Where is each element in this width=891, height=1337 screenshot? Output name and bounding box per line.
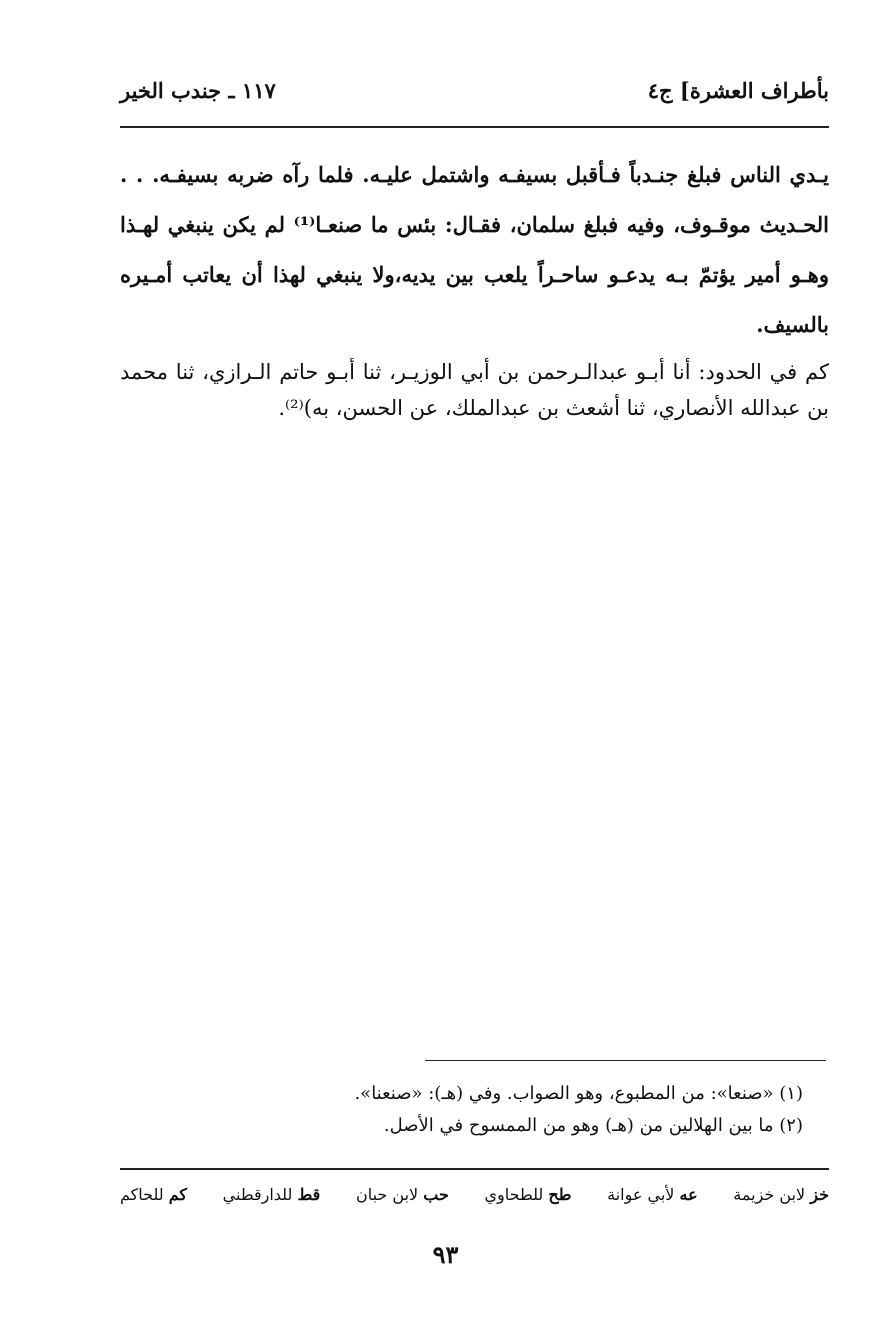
hadith-paragraph: يـدي الناس فبلغ جنـدباً فـأقبل بسيفـه واشتمل عليـه. فلما رآه ضربه بسيفـه. . . الحـديث موقـوف، وفيه فبلغ سلمان، فقـال: بئس ما صنعـا⁽¹⁾ لم يكن ينبغي لهـذا وهـو أمير يؤتمّ بـه يدعـو ساحـراً يلعب بين يديه،ولا ينبغي لهذا أن يعاتب أمـيره بالسيف. — [120, 162, 829, 337]
isnad-paragraph: كم في الحدود: أنا أبـو عبدالـرحمن بن أبي الوزيـر، ثنا أبـو حاتم الـرازي، ثنا محمد بن عبدالله الأنصاري، ثنا أشعث بن عبدالملك، عن الحسن، به)⁽²⁾. — [120, 360, 829, 420]
abbreviation-item: حب لابن حبان — [355, 1185, 449, 1204]
main-text — [120, 150, 829, 426]
book-title: بأطراف العشرة] ج٤ — [647, 78, 829, 103]
footnote-divider — [425, 1060, 826, 1061]
running-header — [120, 78, 829, 114]
abbreviations-divider — [120, 1168, 829, 1170]
page-number: ٩٣ — [432, 1240, 459, 1269]
abbreviation-item: طح للطحاوي — [484, 1185, 572, 1204]
footnote-2: (٢) ما بين الهلالين من (هـ) وهو من الممسوح في الأصل. — [383, 1115, 803, 1136]
section-title: ١١٧ ـ جندب الخير — [120, 78, 276, 103]
abbreviation-item: كم للحاكم — [120, 1185, 187, 1204]
abbreviation-key — [120, 1185, 829, 1204]
header-divider — [120, 126, 829, 128]
abbreviation-item: خز لابن خزيمة — [733, 1185, 829, 1204]
footnote-1: (١) «صنعا»: من المطبوع، وهو الصواب. وفي (هـ): «صنعنا». — [354, 1083, 803, 1104]
abbreviation-item: عه لأبي عوانة — [607, 1185, 698, 1204]
footnotes — [120, 1078, 803, 1142]
abbreviation-item: قط للدارقطني — [222, 1185, 321, 1204]
